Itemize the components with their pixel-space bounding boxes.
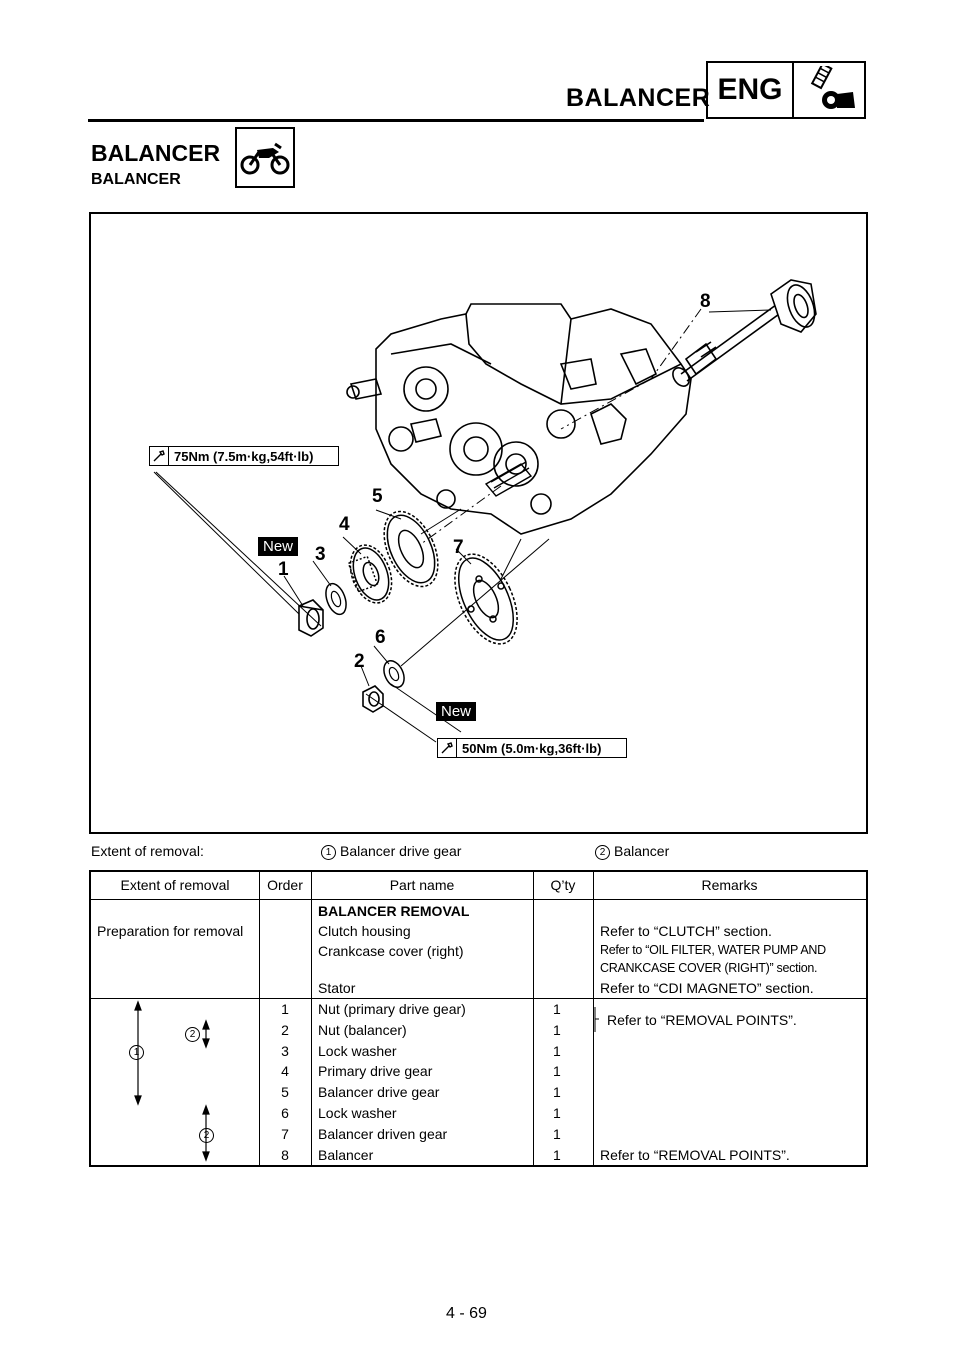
row-qty: 1 [553,1147,561,1163]
row-part: Nut (primary drive gear) [318,1001,466,1017]
column-divider [259,872,260,1165]
header-rule [88,119,704,122]
column-header-qty: Q’ty [550,877,576,893]
row-qty: 1 [553,1126,561,1142]
row-order: 6 [281,1105,289,1121]
row-order: 4 [281,1063,289,1079]
callout-8: 8 [700,291,711,312]
torque-spec-top [149,446,339,466]
callout-7: 7 [453,537,464,558]
row-part: Nut (balancer) [318,1022,407,1038]
column-header-order: Order [267,877,303,893]
exploded-view-figure [89,212,868,834]
column-header-remarks: Remarks [701,877,758,893]
prep-part: Clutch housing [318,923,411,939]
row-part: Balancer [318,1147,374,1163]
row-remark: Refer to “REMOVAL POINTS”. [600,1147,790,1163]
wrench-icon [150,447,169,465]
section-subtitle: BALANCER [91,171,181,188]
callout-5: 5 [372,486,383,507]
engine-badge [706,61,866,119]
row-order: 7 [281,1126,289,1142]
new-part-tag: New [436,702,476,721]
torque-value-bottom: 50Nm (5.0m·kg,36ft·lb) [462,740,602,756]
callout-4: 4 [339,514,350,535]
row-order: 3 [281,1043,289,1059]
callout-2: 2 [354,651,365,672]
section-title: BALANCER [91,140,221,166]
engine-icon [794,63,864,117]
row-part: Lock washer [318,1043,397,1059]
row-qty: 1 [553,1063,561,1079]
extent-item-text: Balancer [614,843,670,859]
row-order: 2 [281,1022,289,1038]
row-part: Balancer driven gear [318,1126,448,1142]
column-header-extent: Extent of removal [120,877,230,893]
callout-6: 6 [375,627,386,648]
column-divider [311,872,312,1165]
row-part: Lock washer [318,1105,397,1121]
header-title: BALANCER [566,84,711,112]
row-part: Primary drive gear [318,1063,433,1079]
callout-3: 3 [315,544,326,565]
extent-item-1 [321,843,461,860]
extent-item-text: Balancer drive gear [340,843,462,859]
prep-extent: Preparation for removal [97,923,244,939]
circled-number: 2 [595,845,610,860]
prep-part: Stator [318,980,356,996]
row-qty: 1 [553,1043,561,1059]
remark-bracket [591,1005,603,1035]
torque-spec-bottom [437,738,627,758]
page-number: 4 - 69 [446,1305,487,1322]
section-title-row: BALANCER REMOVAL [318,903,470,919]
motorcycle-icon [235,127,295,188]
engine-badge-label: ENG [708,63,794,117]
row-qty: 1 [553,1084,561,1100]
column-header-part: Part name [389,877,455,893]
row-qty: 1 [553,1105,561,1121]
extent-label: Extent of removal: [91,843,204,859]
row-order: 1 [281,1001,289,1017]
new-part-tag: New [258,537,298,556]
range-mark-2: 2 [185,1027,200,1042]
torque-value-top: 75Nm (7.5m·kg,54ft·lb) [174,448,314,464]
range-mark-2: 2 [199,1128,214,1143]
wrench-icon [438,739,457,757]
row-part: Balancer drive gear [318,1084,440,1100]
row-qty: 1 [553,1001,561,1017]
prep-remark: Refer to “OIL FILTER, WATER PUMP AND CRANKCASE COVER (RIGHT)” section. [600,943,826,975]
bracket-remark: Refer to “REMOVAL POINTS”. [607,1012,797,1028]
extent-item-2 [595,843,669,860]
header-divider [91,899,866,900]
removal-table [89,870,868,1167]
prep-part: Crankcase cover (right) [318,943,464,959]
removal-range-arrows [91,998,259,1165]
column-divider [533,872,534,1165]
callout-1: 1 [278,559,289,580]
circled-number: 1 [321,845,336,860]
row-order: 8 [281,1147,289,1163]
range-mark-1: 1 [129,1045,144,1060]
row-order: 5 [281,1084,289,1100]
row-qty: 1 [553,1022,561,1038]
prep-remark: Refer to “CLUTCH” section. [600,923,772,939]
prep-remark: Refer to “CDI MAGNETO” section. [600,980,814,996]
